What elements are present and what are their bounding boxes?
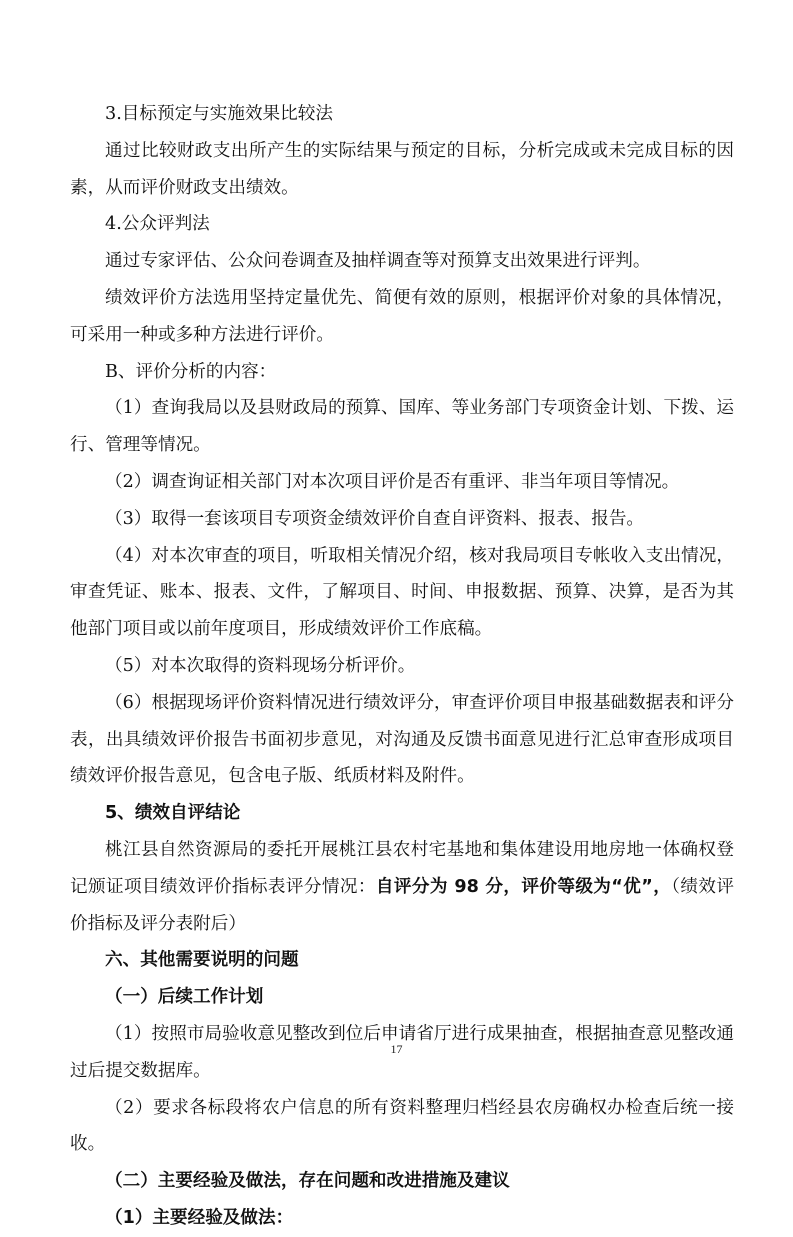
page-body — [70, 96, 734, 1237]
paragraph: 3.目标预定与实施效果比较法 — [105, 104, 333, 124]
paragraph: 4.公众评判法 — [105, 214, 210, 235]
paragraph: 通过专家评估、公众问卷调查及抽样调查等对预算支出效果进行评判。 — [105, 251, 651, 272]
paragraph: 通过比较财政支出所产生的实际结果与预定的目标，分析完成或未完成目标的因素，从而评价财政支出绩效。 — [70, 140, 734, 198]
section-5-text: 桃江县自然资源局的委托开展桃江县农村宅基地和集体建设用地房地一体确权登记颁证项目绩效评价指标表评分情况： — [70, 839, 734, 897]
subsection-heading-2: （二）主要经验及做法，存在问题和改进措施及建议 — [105, 1171, 510, 1192]
paragraph: 绩效评价方法选用坚持定量优先、简便有效的原则，根据评价对象的具体情况，可采用一种或多种方法进行评价。 — [70, 287, 734, 345]
section-heading-5: 5、绩效自评结论 — [105, 803, 241, 824]
section-5-note: （绩效评价指标及评分表附后） — [70, 876, 734, 934]
plan-item-1: （1）按照市局验收意见整改到位后申请省厅进行成果抽查，根据抽查意见整改通过后提交数据库。 — [70, 1023, 734, 1081]
paragraph: （1）查询我局以及县财政局的预算、国库、等业务部门专项资金计划、下拨、运行、管理等情况。 — [70, 398, 734, 456]
section-heading-6: 六、其他需要说明的问题 — [105, 950, 299, 971]
paragraph: （3）取得一套该项目专项资金绩效评价自查自评资料、报表、报告。 — [105, 508, 645, 529]
experience-heading: （1）主要经验及做法： — [105, 1207, 294, 1228]
paragraph: （2）调查询证相关部门对本次项目评价是否有重评、非当年项目等情况。 — [105, 471, 680, 492]
paragraph: B、评价分析的内容： — [105, 361, 277, 382]
paragraph: （6）根据现场评价资料情况进行绩效评分，审查评价项目申报基础数据表和评分表，出具绩效评价报告书面初步意见，对沟通及反馈书面意见进行汇总审查形成项目绩效评价报告意见，包含电子版、纸质材料及附件。 — [70, 692, 734, 787]
page-number: 17 — [390, 1042, 403, 1056]
section-5-body — [70, 832, 734, 942]
plan-item-2: （2）要求各标段将农户信息的所有资料整理归档经县农房确权办检查后统一接收。 — [70, 1097, 734, 1155]
paragraph: （4）对本次审查的项目，听取相关情况介绍，核对我局项目专帐收入支出情况，审查凭证、账本、报表、文件，了解项目、时间、申报数据、预算、决算，是否为其他部门项目或以前年度项目，形成绩效评价工作底稿。 — [70, 545, 734, 640]
self-score-result: 自评分为 98 分，评价等级为“优”， — [375, 876, 672, 897]
paragraph: （5）对本次取得的资料现场分析评价。 — [105, 655, 416, 676]
subsection-heading-1: （一）后续工作计划 — [105, 987, 264, 1008]
